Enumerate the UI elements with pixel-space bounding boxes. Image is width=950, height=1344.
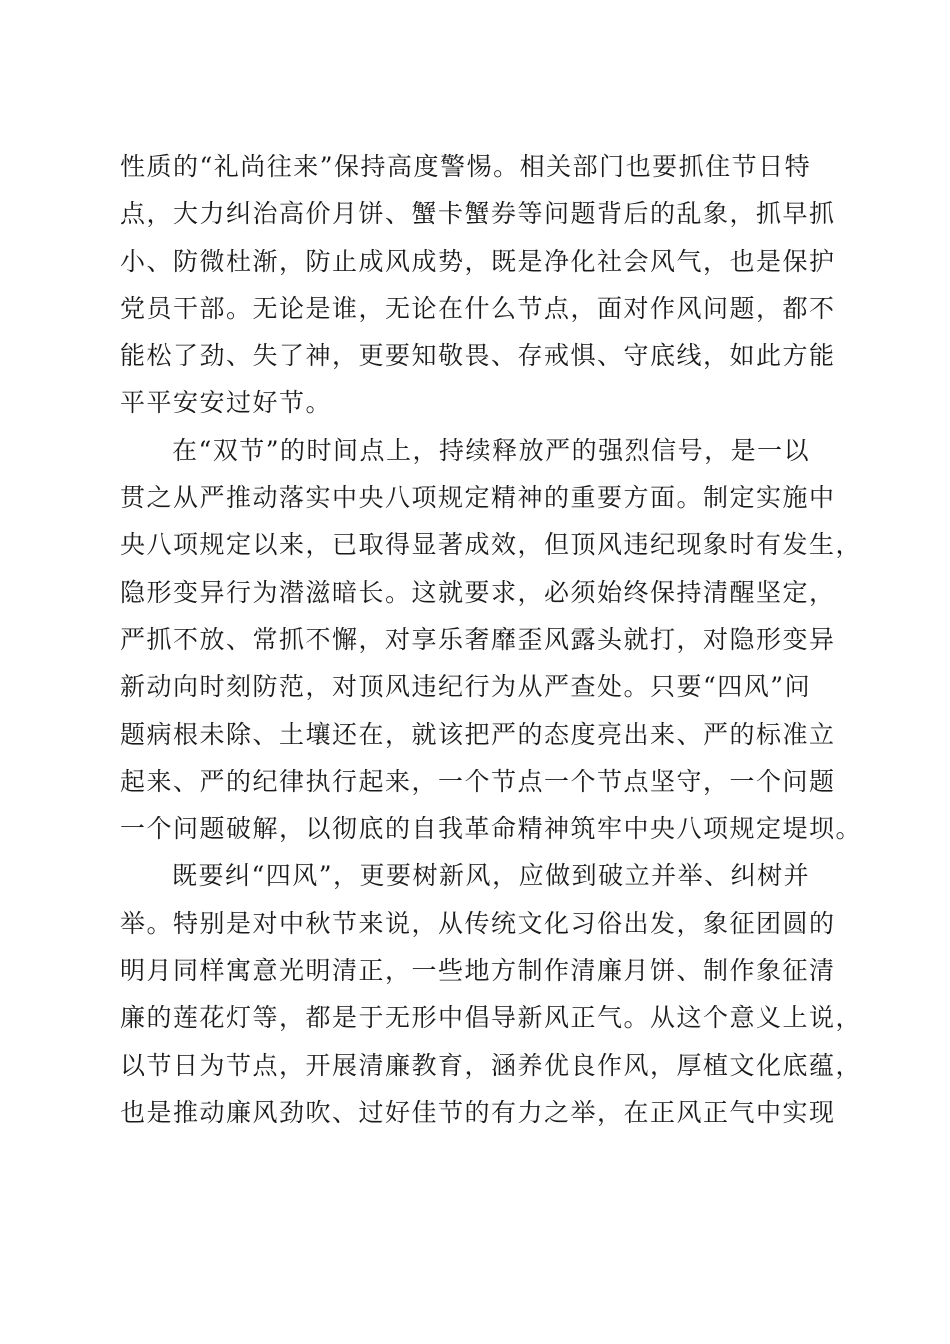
text-line: 能松了劲、失了神，更要知敬畏、存戒惧、守底线，如此方能 bbox=[120, 341, 836, 371]
text-line: 也是推动廉风劲吹、过好佳节的有力之举，在正风正气中实现 bbox=[120, 1097, 836, 1127]
body-text bbox=[120, 143, 863, 1136]
text-line: 一个问题破解，以彻底的自我革命精神筑牢中央八项规定堤坝。 bbox=[120, 814, 863, 844]
text-line: 新动向时刻防范，对顶风违纪行为从严查处。只要“四风”问 bbox=[120, 672, 812, 702]
paragraph-first-line: 既要纠“四风”，更要树新风，应做到破立并举、纠树并 bbox=[172, 861, 811, 891]
text-line: 以节日为节点，开展清廉教育，涵养优良作风，厚植文化底蕴， bbox=[120, 1050, 863, 1080]
text-line: 性质的“礼尚往来”保持高度警惕。相关部门也要抓住节日特 bbox=[120, 152, 812, 181]
text-line: 平平安安过好节。 bbox=[120, 388, 333, 418]
text-line: 严抓不放、常抓不懈，对享乐奢靡歪风露头就打，对隐形变异 bbox=[120, 624, 836, 654]
text-line: 举。特别是对中秋节来说，从传统文化习俗出发，象征团圆的 bbox=[120, 908, 836, 938]
paragraph-first-line: 在“双节”的时间点上，持续释放严的强烈信号，是一以 bbox=[172, 435, 811, 465]
text-line: 点，大力纠治高价月饼、蟹卡蟹券等问题背后的乱象，抓早抓 bbox=[120, 199, 836, 229]
text-line: 贯之从严推动落实中央八项规定精神的重要方面。制定实施中 bbox=[120, 483, 836, 513]
text-line: 廉的莲花灯等，都是于无形中倡导新风正气。从这个意义上说， bbox=[120, 1003, 863, 1033]
text-line: 明月同样寓意光明清正，一些地方制作清廉月饼、制作象征清 bbox=[120, 956, 836, 986]
text-line: 起来、严的纪律执行起来，一个节点一个节点坚守，一个问题 bbox=[120, 766, 836, 796]
text-line: 小、防微杜渐，防止成风成势，既是净化社会风气，也是保护 bbox=[120, 246, 836, 276]
text-line: 党员干部。无论是谁，无论在什么节点，面对作风问题，都不 bbox=[120, 293, 836, 323]
text-line: 隐形变异行为潜滋暗长。这就要求，必须始终保持清醒坚定， bbox=[120, 577, 836, 607]
text-line: 题病根未除、土壤还在，就该把严的态度亮出来、严的标准立 bbox=[120, 719, 836, 749]
text-line: 央八项规定以来，已取得显著成效，但顶风违纪现象时有发生， bbox=[120, 530, 863, 560]
